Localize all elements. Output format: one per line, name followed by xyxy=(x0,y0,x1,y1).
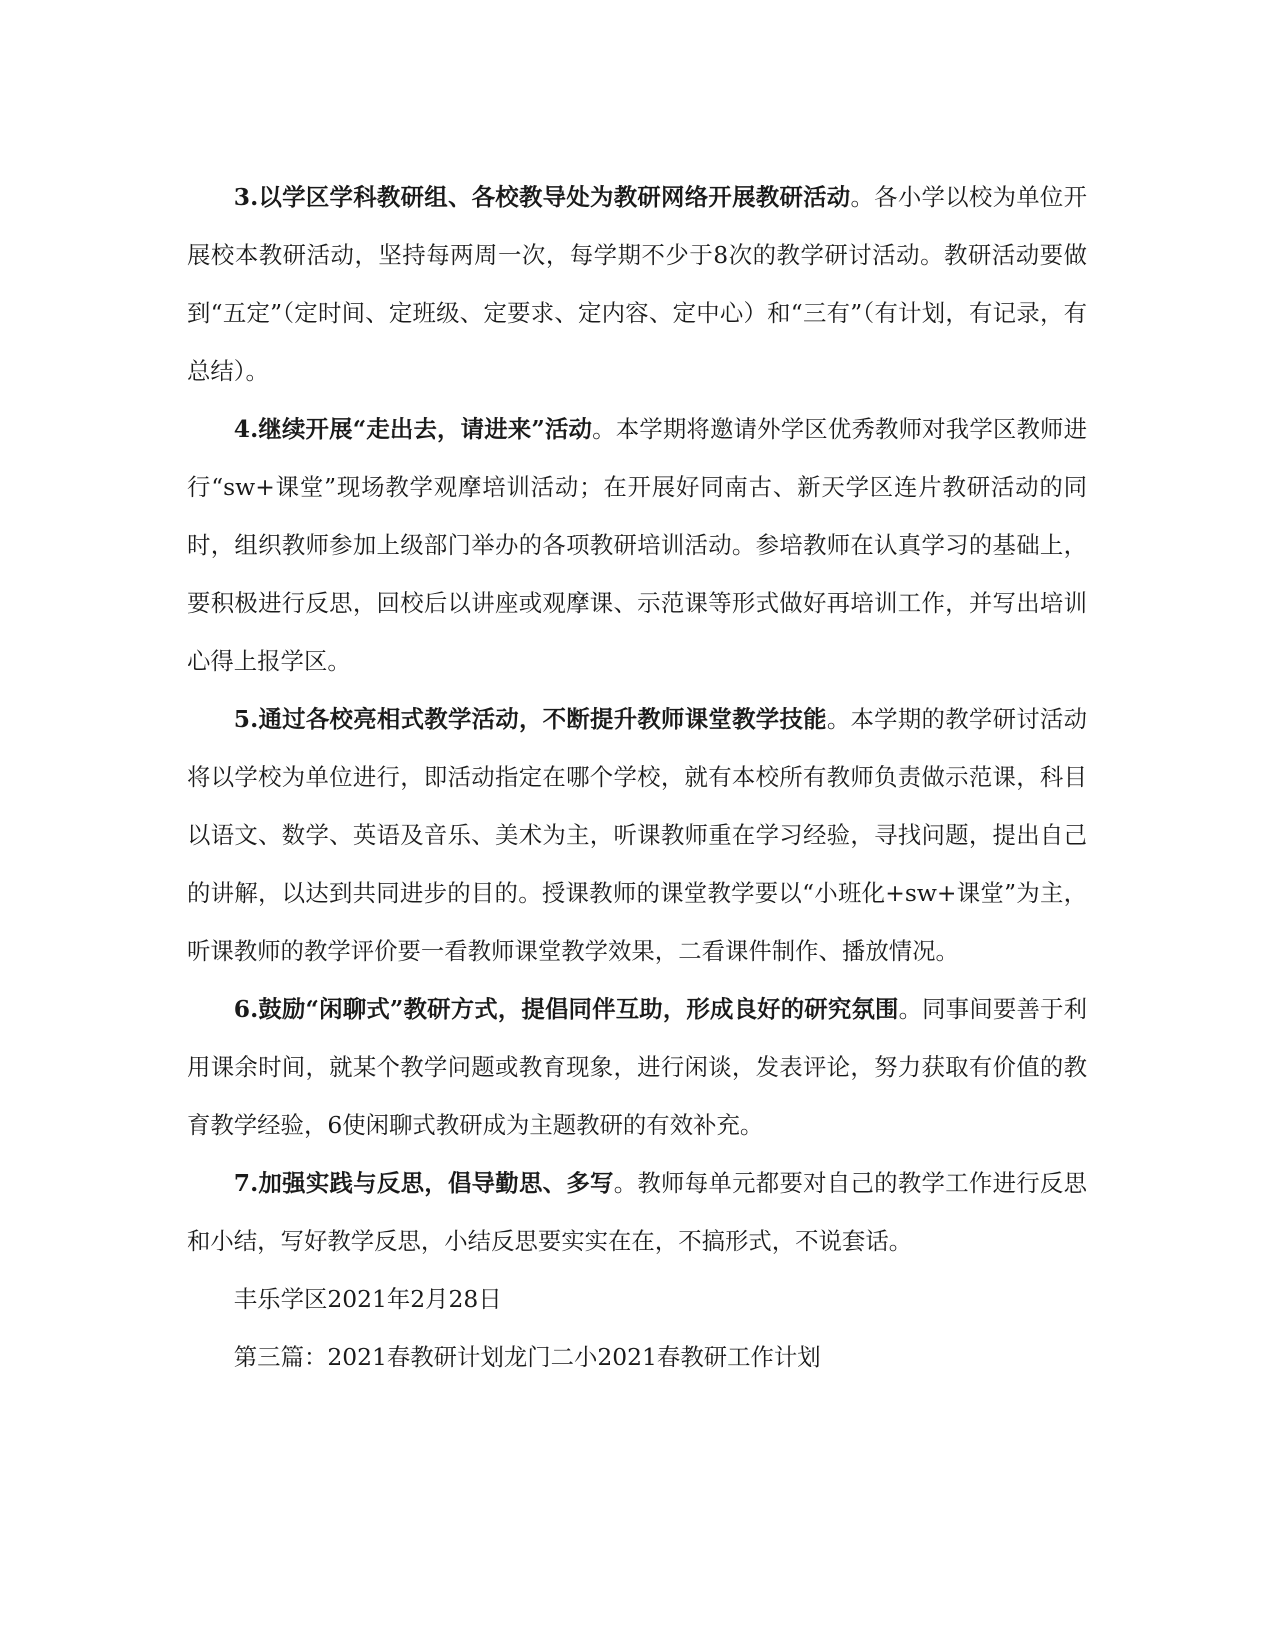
paragraph-text: 。本学期的教学研讨活动将以学校为单位进行，即活动指定在哪个学校，就有本校所有教师负责做示范课，科目以语文、数学、英语及音乐、美术为主，听课教师重在学习经验，寻找问题，提出自己的讲解，以达到共同进步的目的。授课教师的课堂教学要以“小班化+sw+课堂”为主，听课教师的教学评价要一看教师课堂教学效果，二看课件制作、播放情况。 xyxy=(187,705,1087,965)
paragraph-item-4 xyxy=(187,400,1087,690)
next-article-title: 第三篇：2021春教研计划龙门二小2021春教研工作计划 xyxy=(233,1343,821,1371)
paragraph-text: 。各小学以校为单位开展校本教研活动，坚持每两周一次，每学期不少于8次的教学研讨活动。教研活动要做到“五定”（定时间、定班级、定要求、定内容、定中心）和“三有”（有计划，有记录，有总结）。 xyxy=(187,183,1088,385)
paragraph-text: 。同事间要善于利用课余时间，就某个教学问题或教育现象，进行闲谈，发表评论，努力获取有价值的教育教学经验，6使闲聊式教研成为主题教研的有效补充。 xyxy=(187,995,1088,1139)
paragraph-heading: 6.鼓励“闲聊式”教研方式，提倡同伴互助，形成良好的研究氛围 xyxy=(233,995,899,1023)
paragraph-item-6 xyxy=(187,980,1087,1154)
signature-line: 丰乐学区2021年2月28日 xyxy=(233,1285,502,1313)
document-body xyxy=(187,168,1087,1386)
paragraph-item-7 xyxy=(187,1154,1087,1270)
paragraph-text: 。本学期将邀请外学区优秀教师对我学区教师进行“sw+课堂”现场教学观摩培训活动；在开展好同南古、新天学区连片教研活动的同时，组织教师参加上级部门举办的各项教研培训活动。参培教师在认真学习的基础上，要积极进行反思，回校后以讲座或观摩课、示范课等形式做好再培训工作，并写出培训心得上报学区。 xyxy=(187,415,1088,675)
paragraph-heading: 5.通过各校亮相式教学活动，不断提升教师课堂教学技能 xyxy=(233,705,827,733)
paragraph-item-5 xyxy=(187,690,1087,980)
paragraph-heading: 7.加强实践与反思，倡导勤思、多写 xyxy=(233,1169,614,1197)
paragraph-heading: 4.继续开展“走出去，请进来”活动 xyxy=(233,415,593,443)
paragraph-item-3 xyxy=(187,168,1087,400)
paragraph-heading: 3.以学区学科教研组、各校教导处为教研网络开展教研活动 xyxy=(233,183,851,211)
paragraph-text: 。教师每单元都要对自己的教学工作进行反思和小结，写好教学反思，小结反思要实实在在，不搞形式，不说套话。 xyxy=(187,1169,1088,1255)
